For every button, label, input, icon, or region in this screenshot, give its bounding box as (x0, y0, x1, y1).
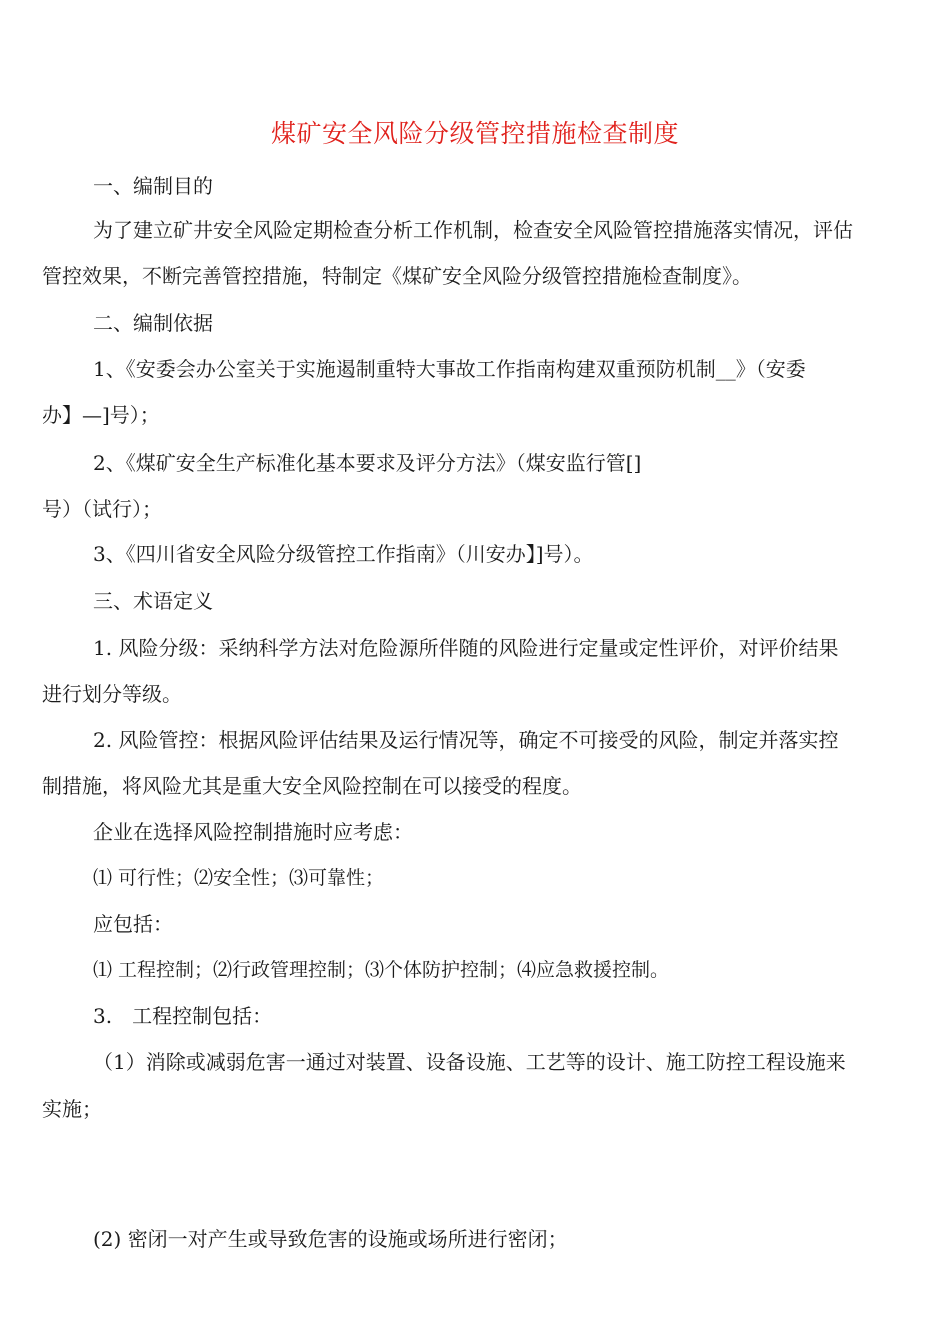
basis-item-3: 3、《四川省安全风险分级管控工作指南》（川安办】]号）。 (93, 542, 594, 566)
heading-terms: 三、术语定义 (93, 589, 213, 613)
term-risk-control-cont: 制措施，将风险尤其是重大安全风险控制在可以接受的程度。 (42, 774, 582, 798)
heading-engineering-control: 3. 工程控制包括： (93, 1004, 273, 1028)
engineering-item-1: （1）消除或减弱危害一通过对装置、设备设施、工艺等的设计、施工防控工程设施来 (93, 1050, 846, 1074)
considerations-list: ⑴ 可行性；⑵安全性；⑶可靠性； (93, 867, 385, 889)
includes-list: ⑴ 工程控制；⑵行政管理控制；⑶个体防护控制；⑷应急救援控制。 (93, 959, 670, 981)
heading-purpose: 一、编制目的 (93, 174, 213, 198)
term-risk-grading: 1. 风险分级：采纳科学方法对危险源所伴随的风险进行定量或定性评价，对评价结果 (93, 636, 839, 660)
term-risk-control: 2. 风险管控：根据风险评估结果及运行情况等，确定不可接受的风险，制定并落实控 (93, 728, 839, 752)
engineering-item-1-cont: 实施； (42, 1097, 102, 1121)
document-title: 煤矿安全风险分级管控措施检查制度 (270, 119, 679, 148)
paragraph-line: 管控效果，不断完善管控措施，特制定《煤矿安全风险分级管控措施检查制度》。 (42, 264, 752, 288)
basis-item-2-cont: 号）（试行）； (42, 497, 162, 521)
basis-item-1-cont: 办】—]号）； (42, 403, 160, 427)
paragraph-line: 为了建立矿井安全风险定期检查分析工作机制，检查安全风险管控措施落实情况，评估 (93, 218, 853, 242)
engineering-item-2: (2) 密闭一对产生或导致危害的设施或场所进行密闭； (93, 1227, 568, 1251)
basis-item-2: 2、《煤矿安全生产标准化基本要求及评分方法》（煤安监行管[] (93, 451, 642, 475)
paragraph-line: 企业在选择风险控制措施时应考虑： (93, 820, 413, 844)
heading-basis: 二、编制依据 (93, 311, 213, 335)
basis-item-1: 1、《安委会办公室关于实施遏制重特大事故工作指南构建双重预防机制__》（安委 (93, 357, 806, 381)
paragraph-line: 应包括： (93, 912, 173, 936)
term-risk-grading-cont: 进行划分等级。 (42, 682, 182, 706)
